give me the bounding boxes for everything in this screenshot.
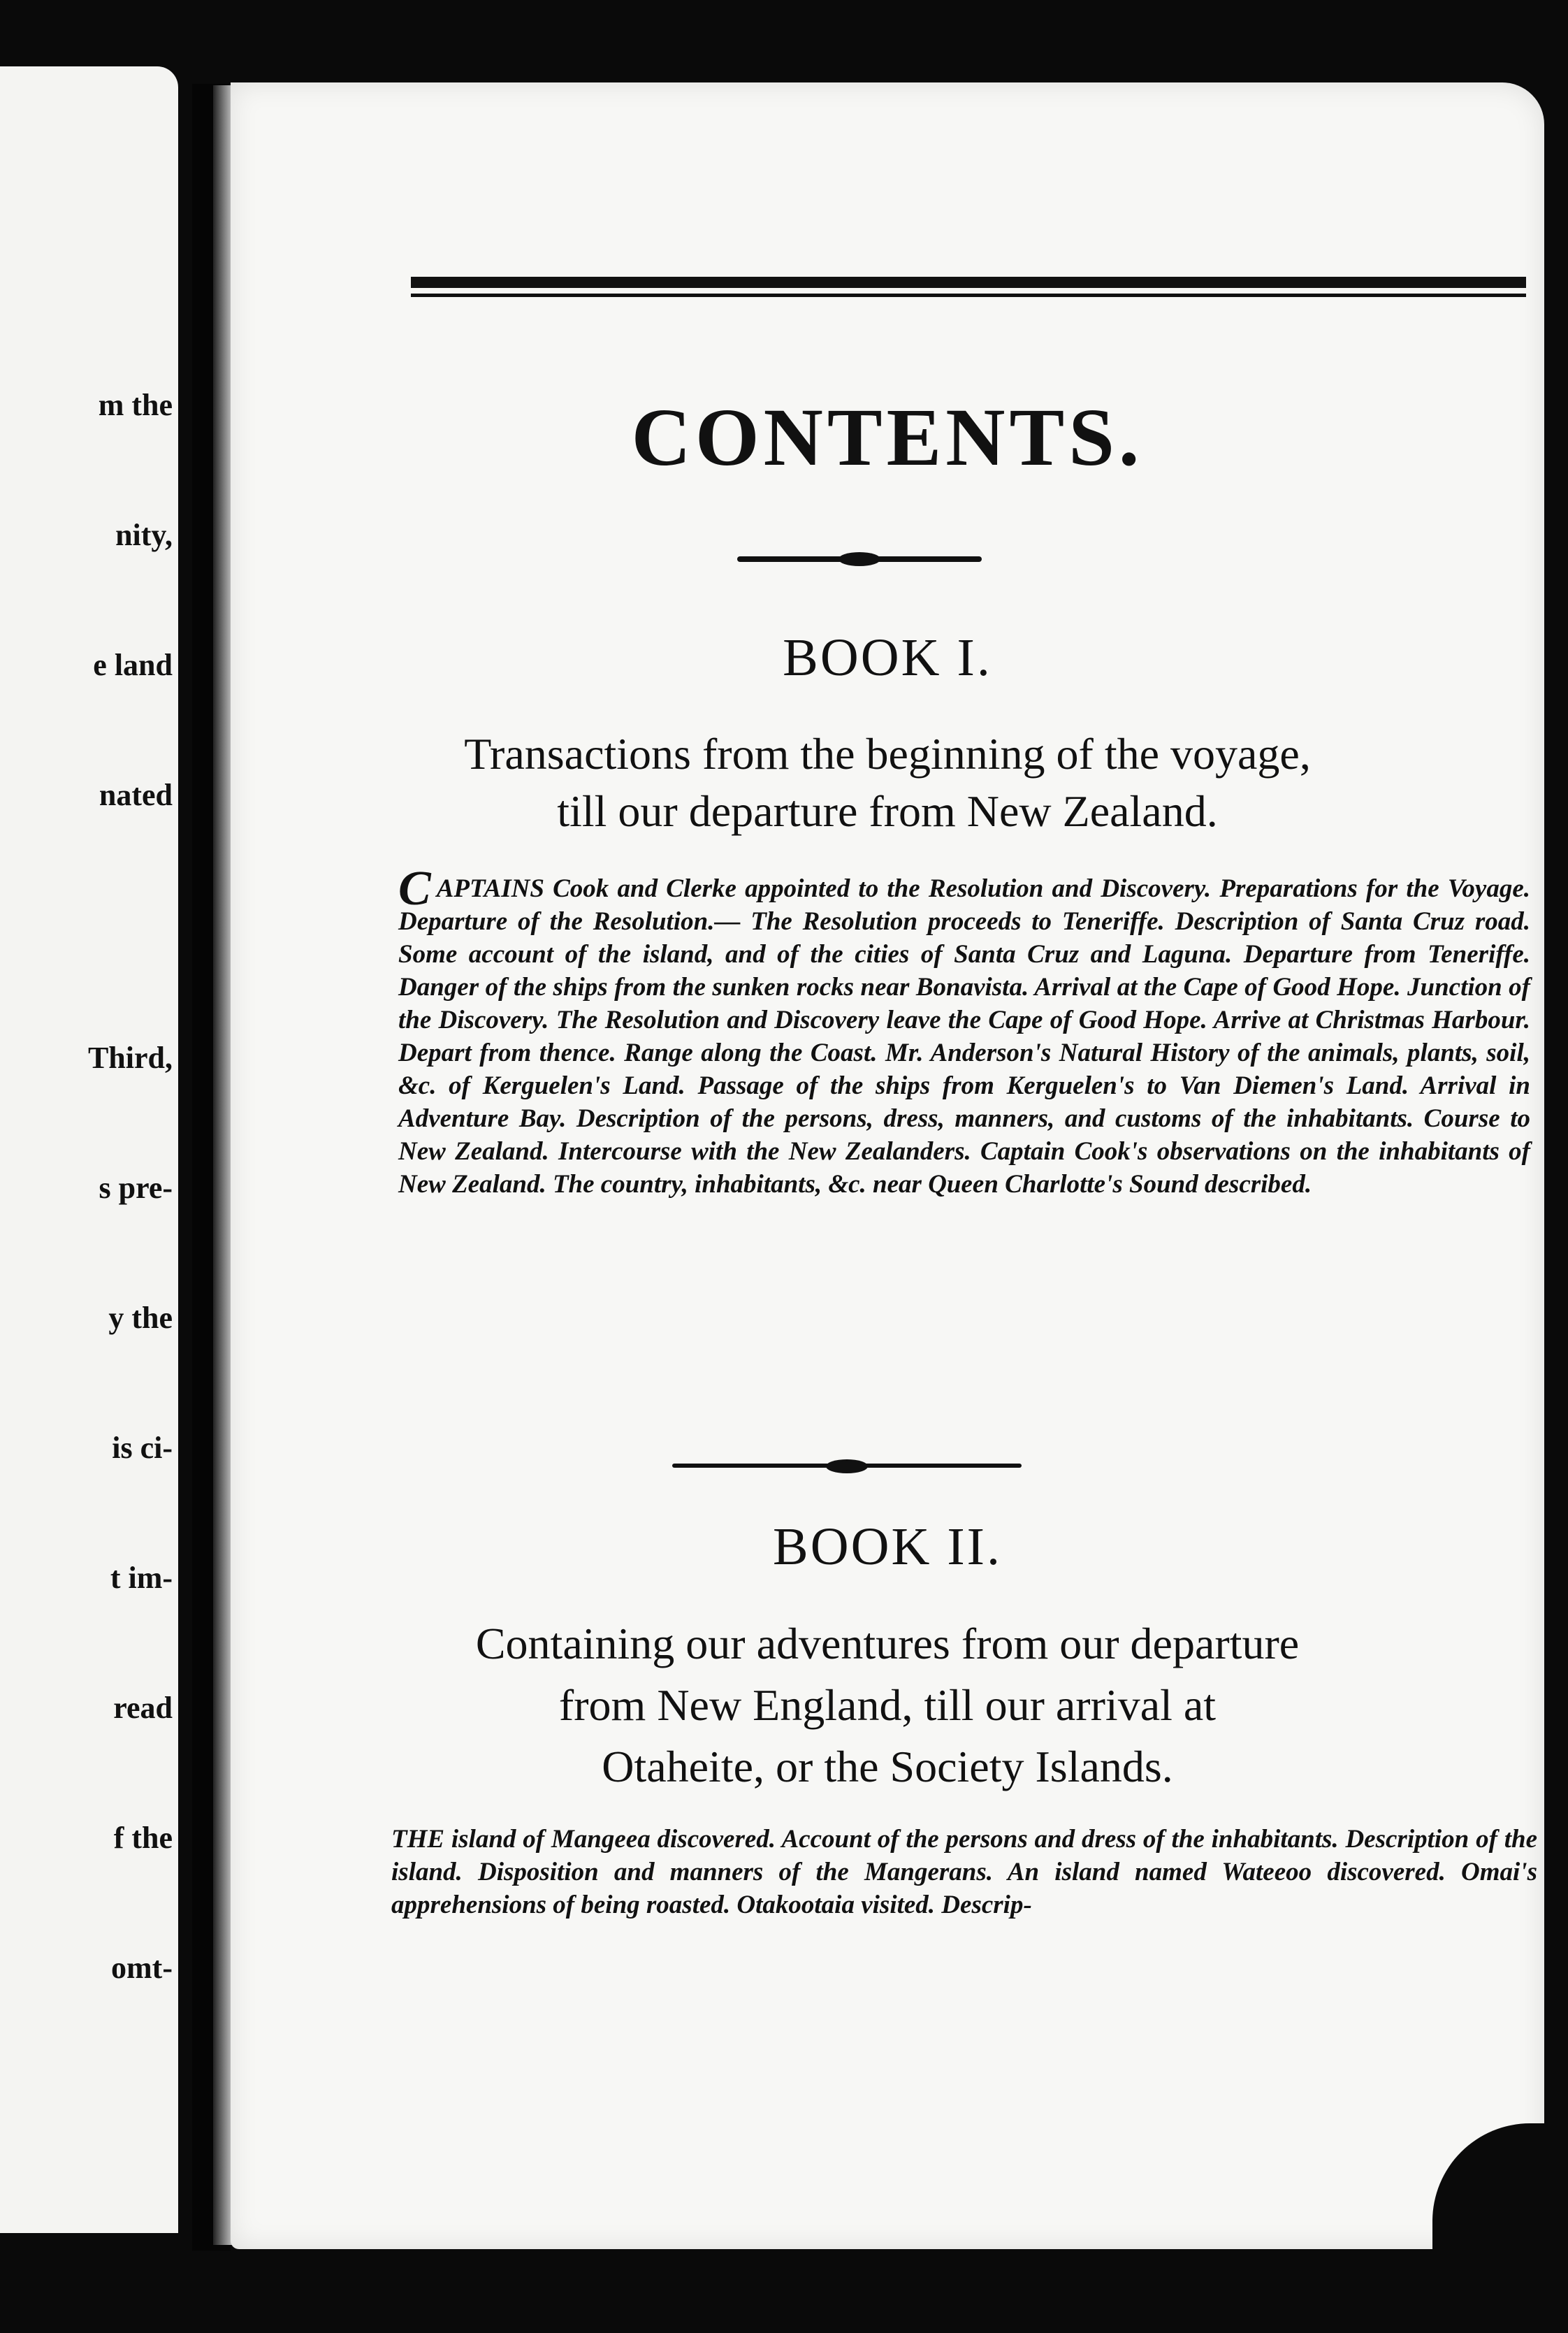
drop-capital: C [398, 862, 431, 916]
left-line: Third, [87, 1041, 173, 1075]
contents-page [231, 82, 1544, 2249]
top-double-rule [411, 277, 1526, 298]
left-line: nity, [115, 518, 173, 552]
page-title: CONTENTS. [631, 391, 1144, 483]
left-line: read [113, 1691, 173, 1725]
book-1-heading: BOOK I. [783, 628, 992, 687]
left-line: t im- [110, 1561, 173, 1595]
book-1-summary-text: APTAINS Cook and Clerke appointed to the Resolution and Discovery. Preparations for the Voyage. Departure of the Resolution.— The Resolution proceeds to Teneriffe. Description of Santa Cruz road. Some account of the island, and of the cities of Santa Cruz and Laguna. Departure from Teneriffe. Danger of the ships from the sunken rocks near Bonavista. Arrival at the Cape of Good Hope. Junction of the Discovery. The Resolution and Discovery leave the Cape of Good Hope. Arrive at Christmas Harbour. Depart from thence. Range along the Coast. Mr. Anderson's Natural History of the animals, plants, soil, &c. of Kerguelen's Land. Passage of the ships from Kerguelen's to Van Diemen's Land. Arrival in Adventure Bay. Description of the persons, dress, manners, and customs of the inhabitants. Course to New Zealand. Intercourse with the New Zealanders. Captain Cook's observations on the inhabitants of New Zealand. The country, inhabitants, &c. near Queen Charlotte's Sound described. [398, 874, 1530, 1199]
book-2-subtitle-line: Containing our adventures from our departure [475, 1619, 1300, 1668]
ornamental-rule [672, 1464, 1022, 1468]
book-1-summary [398, 862, 1530, 1201]
book-1-subtitle [231, 725, 1544, 840]
book-1-subtitle-line: till our departure from New Zealand. [557, 786, 1218, 836]
left-line: m the [98, 388, 173, 422]
left-facing-page [0, 66, 178, 2233]
book-2-subtitle-line: from New England, till our arrival at [558, 1680, 1217, 1730]
left-line: y the [108, 1301, 173, 1335]
ornamental-rule [737, 556, 982, 562]
left-line: omt- [111, 1951, 173, 1985]
book-2-summary: THE island of Mangeea discovered. Account of the persons and dress of the inhabitants. Description of the island. Disposition and manners of the Mangerans. An island named Wateeoo discovered. Omai's apprehensions of being roasted. Otakootaia visited. Descrip- [391, 1825, 1537, 1919]
page-corner-curl [1432, 2123, 1544, 2249]
left-line: f the [113, 1821, 173, 1855]
left-line: nated [99, 778, 173, 812]
book-2-subtitle [231, 1613, 1544, 1798]
book-2-subtitle-line: Otaheite, or the Society Islands. [602, 1742, 1173, 1791]
book-2-heading: BOOK II. [773, 1517, 1002, 1576]
left-line: s pre- [99, 1171, 173, 1205]
left-line: e land [93, 648, 173, 682]
book-1-subtitle-line: Transactions from the beginning of the voyage, [464, 729, 1311, 779]
left-line: is ci- [112, 1431, 173, 1465]
left-page-text [88, 297, 173, 2076]
